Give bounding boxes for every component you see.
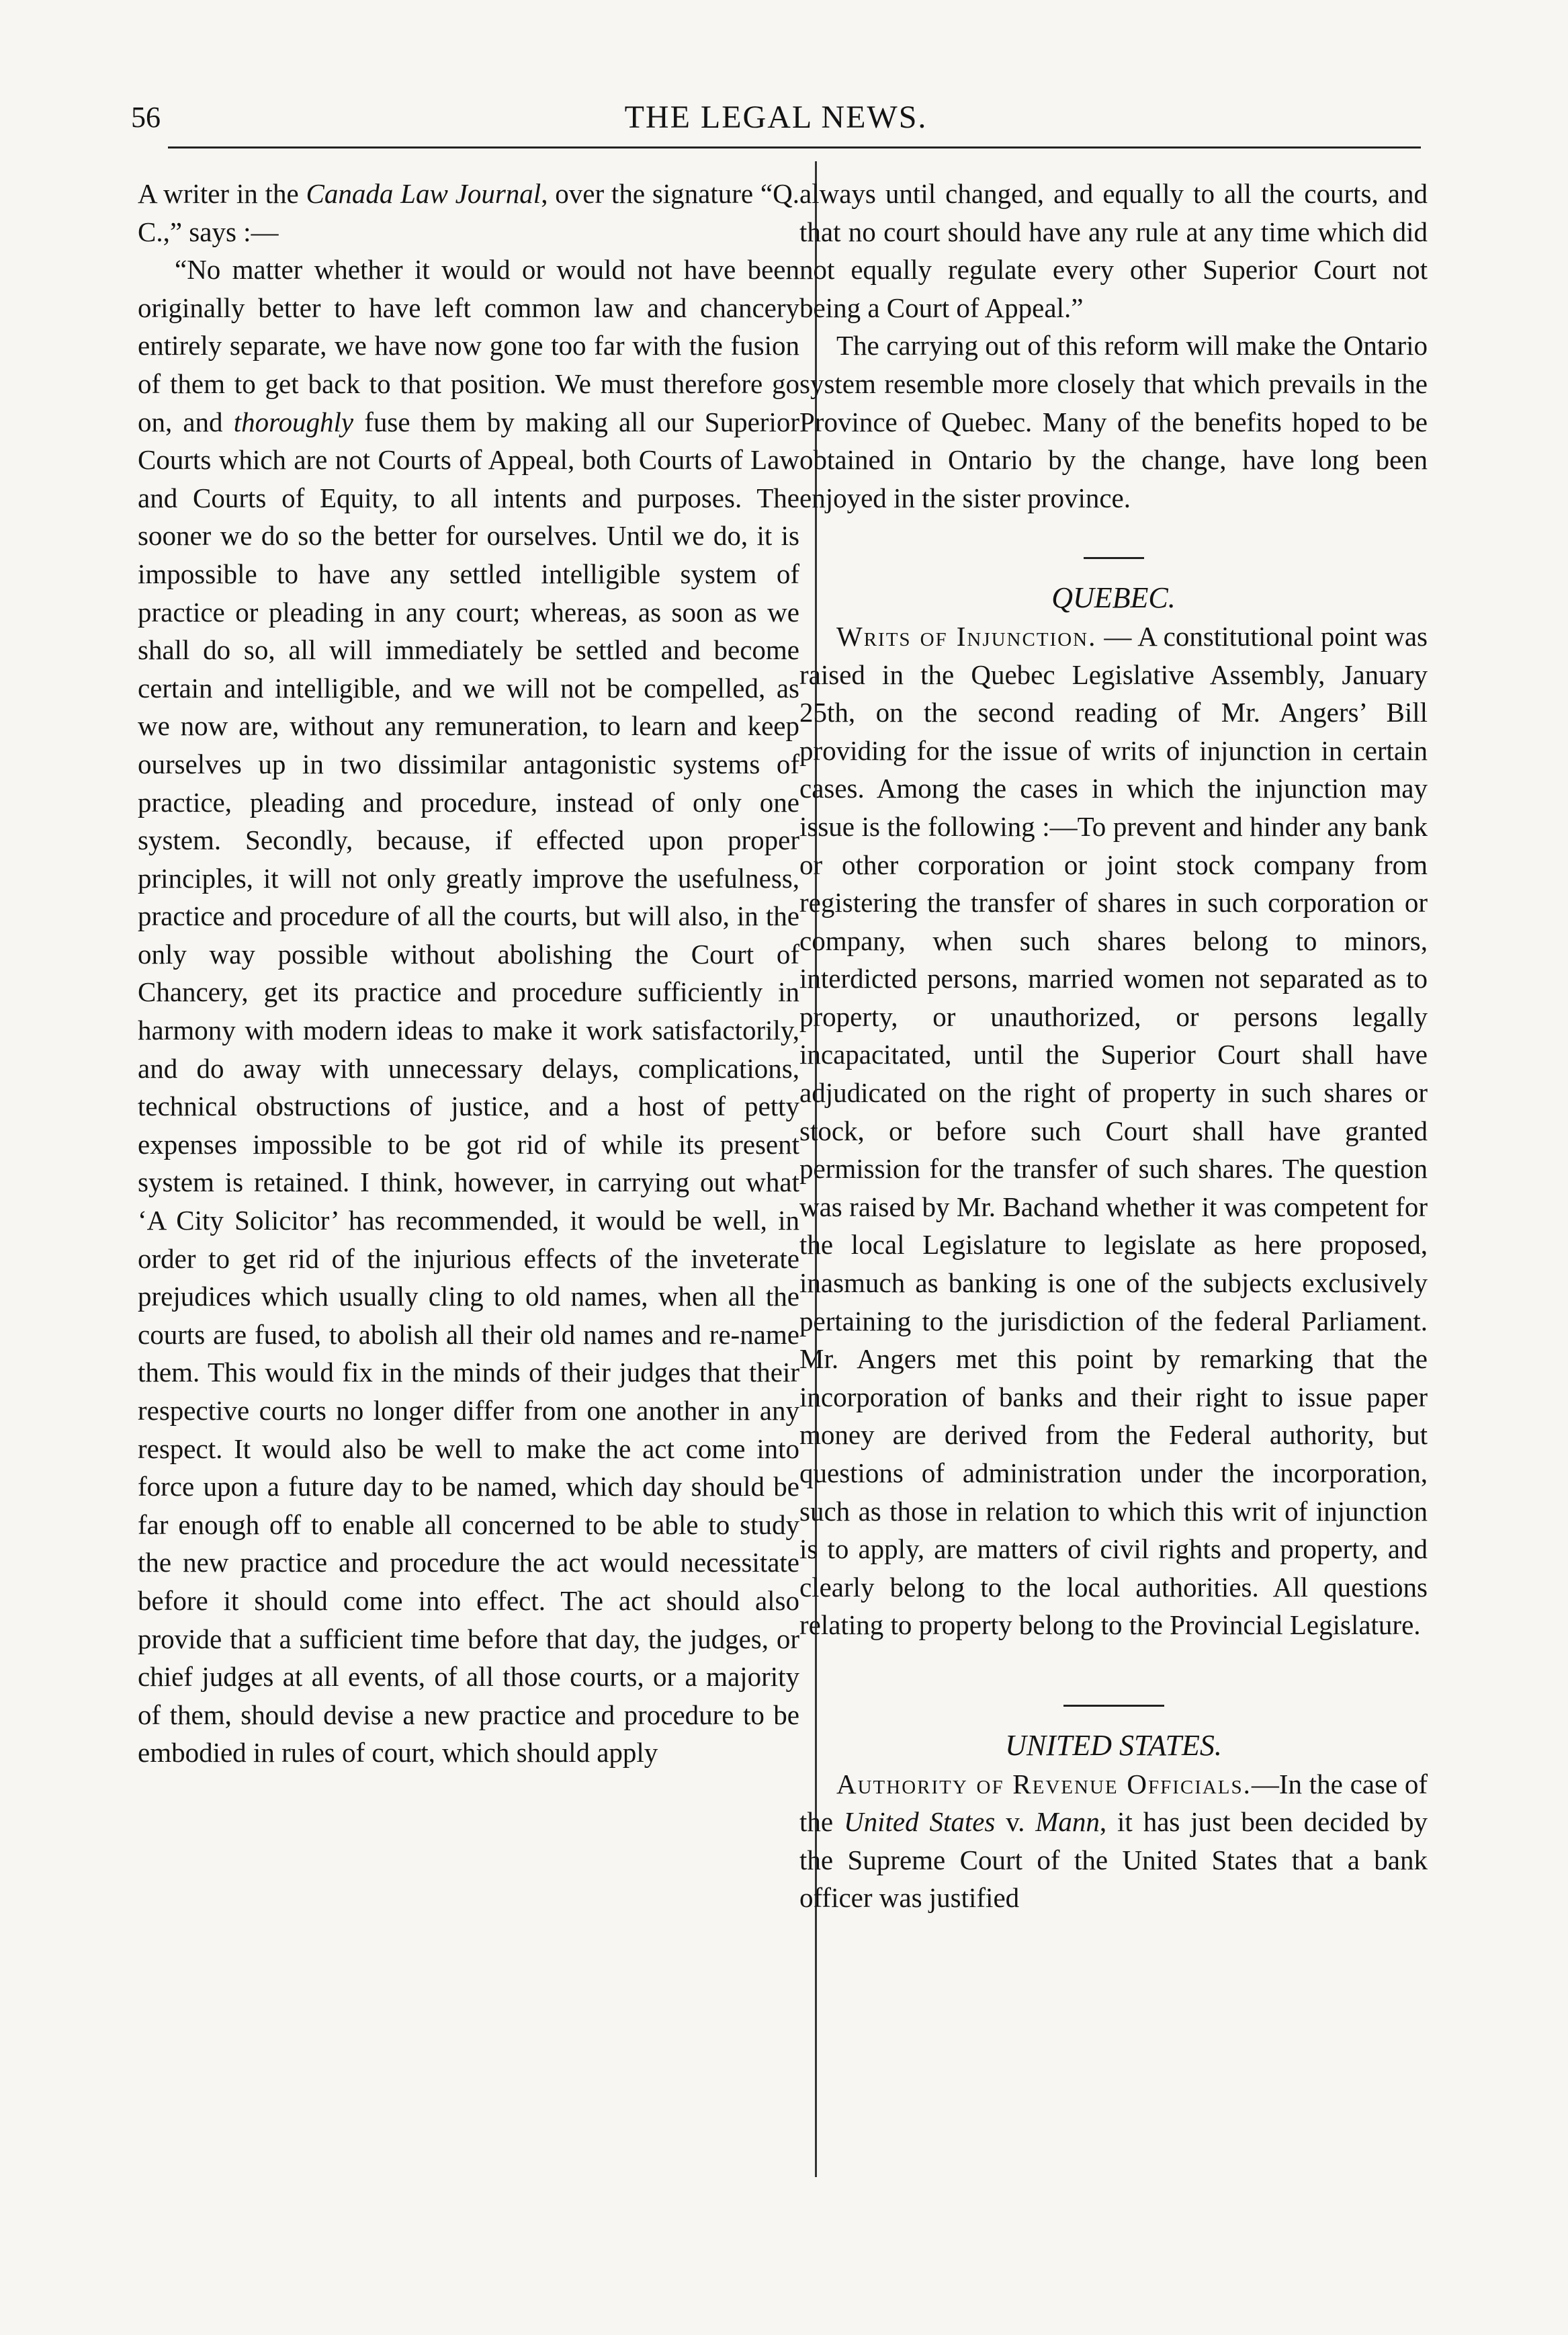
journal-title: Canada Law Journal [306, 178, 541, 209]
left-column [138, 175, 799, 1772]
run-in-heading: Writs of Injunction. [836, 620, 1097, 652]
header-rule [168, 146, 1421, 148]
right-column [799, 175, 1428, 1917]
intro-paragraph: A writer in the Canada Law Journal, over the signature “Q. C.,” says :— [138, 178, 799, 247]
running-title: THE LEGAL NEWS. [624, 99, 928, 135]
run-in-heading: Authority of Revenue Officials. [836, 1768, 1252, 1799]
quebec-article: Writs of Injunction. — A constitutional point was raised in the Quebec Legislative Assembly, January 25th, on the second reading of Mr. Angers’ Bill providing for the issue of writs of injunction in certain cases. Among the cases in which the injunction may issue is the following :—To prevent and hinder any bank or other corporation or joint stock company from registering the transfer of shares in such corporation or company, when such shares belong to minors, interdicted persons, married women not separated as to property, or unauthorized, or persons legally incapacitated, until the Superior Court shall have adjudicated on the right of property in such shares or stock, or before such Court shall have granted permission for the transfer of such shares. The question was raised by Mr. Bachand whether it was competent for the local Legislature to legislate as here proposed, inasmuch as banking is one of the subjects exclusively pertaining to the jurisdiction of the federal Parliament. Mr. Angers met this point by remarking that the incorporation of banks and their right to issue paper money are derived from the Federal authority, but questions of administration under the incorporation, such as those in relation to which this writ of injunction is to apply, are matters of civil rights and property, and clearly belong to the local authorities. All questions relating to property belong to the Provincial Legislature. [799, 620, 1428, 1641]
quoted-letter: “No matter whether it would or would not have been originally better to have left common law and chancery entirely separate, we have now gone too far with the fusion of them to get back to that position. We must therefore go on, and thoroughly fuse them by making all our Superior Courts which are not Courts of Appeal, both Courts of Law and Courts of Equity, to all intents and purposes. The sooner we do so the better for ourselves. Until we do, it is impossible to have any settled intelligible system of practice or pleading in any court; whereas, as soon as we shall do so, all will immediately be settled and become certain and intelligible, and we will not be compelled, as we now are, without any remuneration, to learn and keep ourselves up in two dissimilar antagonistic systems of practice, pleading and procedure, instead of only one system. Secondly, because, if effected upon proper principles, it will not only greatly improve the usefulness, practice and procedure of all the courts, but will also, in the only way possible without abolishing the Court of Chancery, get its practice and procedure sufficiently in harmony with modern ideas to make it work satisfactorily, and do away with unnecessary delays, complications, technical obstructions of justice, and a host of petty expenses impossible to be got rid of while its present system is retained. I think, however, in carrying out what ‘A City Solicitor’ has recommended, it would be well, in order to get rid of the injurious effects of the inveterate prejudices which usually cling to old names, when all the courts are fused, to abolish all their old names and re-name them. This would fix in the minds of their judges that their respective courts no longer differ from one another in any respect. It would also be well to make the act come into force upon a future day to be named, which day should be far enough off to enable all concerned to be able to study the new practice and procedure the act would necessitate before it should come into effect. The act should also provide that a sufficient time before that day, the judges, or chief judges at all events, of all those courts, or a majority of them, should devise a new practice and procedure to be embodied in rules of court, which should apply [138, 254, 799, 1769]
united-states-article: Authority of Revenue Officials.—In the case of the United States v. Mann, it has just been decided by the Supreme Court of the United States that a bank officer was justified [799, 1768, 1428, 1914]
editorial-commentary: The carrying out of this reform will make the Ontario system resemble more closely that which prevails in the Province of Quebec. Many of the benefits hoped to be obtained in Ontario by the change, have long been enjoyed in the sister province. [799, 330, 1428, 513]
page-number: 56 [131, 101, 161, 134]
quote-continuation: always until changed, and equally to all the courts, and that no court should have any rule at any time which did not equally regulate every other Superior Court not being a Court of Appeal.” [799, 178, 1428, 323]
section-heading-quebec: QUEBEC. [1051, 581, 1176, 615]
page-header [131, 94, 1421, 141]
section-heading-united-states: UNITED STATES. [1005, 1728, 1222, 1762]
